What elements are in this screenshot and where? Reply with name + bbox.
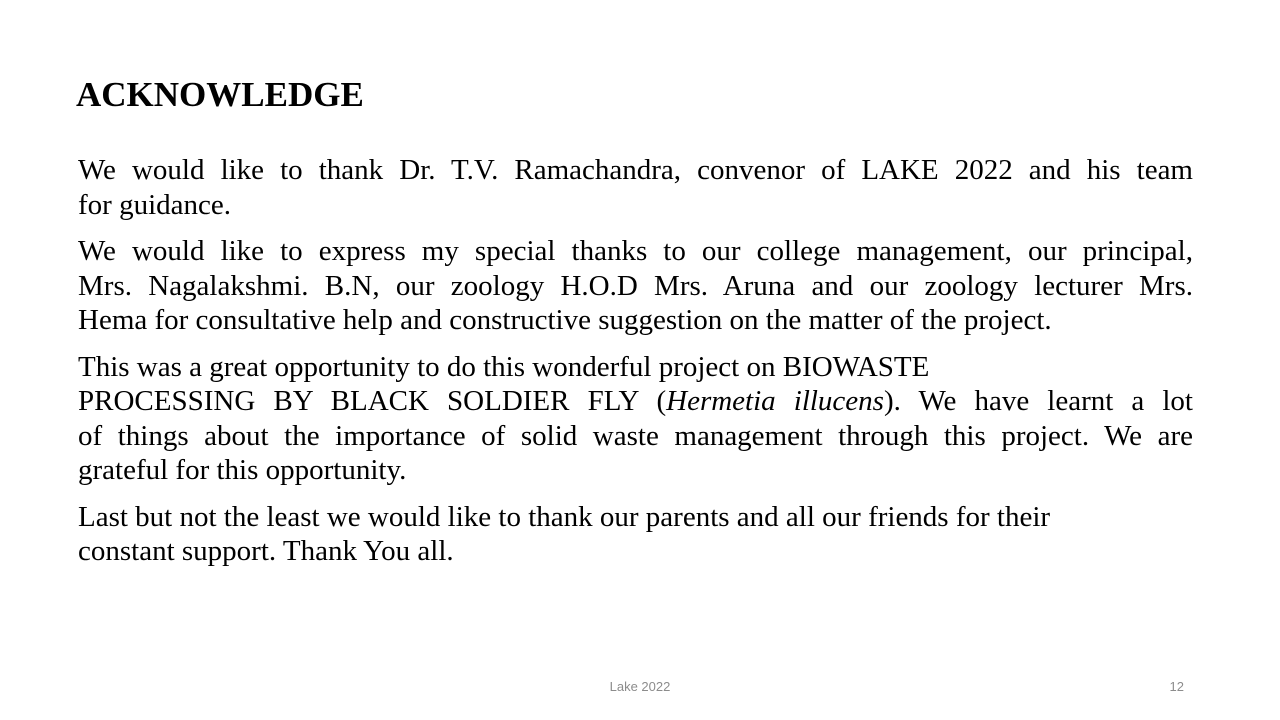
text-segment: PROCESSING BY BLACK SOLDIER FLY ( (78, 385, 667, 417)
text-line-with-species (78, 384, 1193, 419)
slide-body (78, 153, 1193, 581)
species-name: Hermetia illucens (666, 385, 884, 417)
text-segment: ). We have learnt a lot (883, 385, 1193, 417)
text-line: grateful for this opportunity. (78, 454, 407, 486)
text-line: of things about the importance of solid waste management through this project. We are (78, 419, 1193, 452)
paragraph-thanks-convenor (78, 153, 1193, 222)
paragraph-thanks-college (78, 234, 1193, 338)
slide-title: ACKNOWLEDGE (76, 75, 364, 114)
footer-text: Lake 2022 (609, 679, 671, 694)
text-line: constant support. Thank You all. (78, 535, 454, 567)
text-line: Mrs. Nagalakshmi. B.N, our zoology H.O.D Mrs. Aruna and our zoology lecturer Mrs. (78, 269, 1193, 302)
text-line: Last but not the least we would like to thank our parents and all our friends for their (78, 500, 1051, 533)
paragraph-thanks-family (78, 500, 1193, 569)
paragraph-project-opportunity (78, 350, 1193, 488)
slide-number: 12 (1169, 679, 1184, 694)
text-line: We would like to thank Dr. T.V. Ramachandra, convenor of LAKE 2022 and his team (78, 154, 1193, 186)
text-line: for guidance. (78, 188, 231, 221)
text-line: We would like to express my special thanks to our college management, our principal, (78, 235, 1193, 267)
text-line: This was a great opportunity to do this wonderful project on BIOWASTE (78, 350, 930, 383)
text-line: Hema for consultative help and constructive suggestion on the matter of the project. (78, 304, 1052, 336)
